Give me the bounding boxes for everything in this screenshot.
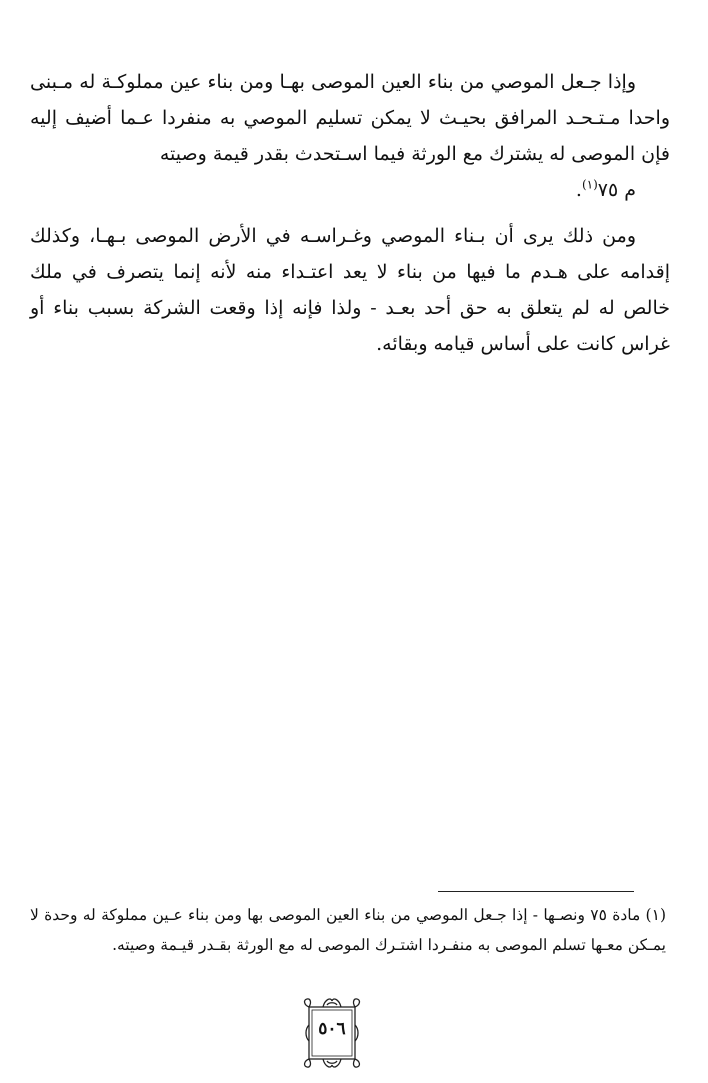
footnotes-section: [30, 900, 666, 960]
paragraph-1-end-punctuation: .: [575, 179, 582, 201]
footnote-reference[interactable]: (١): [581, 177, 598, 192]
paragraph-2: [30, 218, 670, 362]
page-number-frame: [301, 995, 363, 1071]
page-number: ٥٠٦: [318, 1019, 346, 1039]
footnote-1: (١) مادة ٧٥ ونصـها - إذا جـعل الموصي من بناء العين الموصى بها ومن بناء عـين مملوكة له وحدة لا يمـكن معـها تسلم الموصى به منفـردا اشتـرك الموصى له مع الورثة بقـدر قيـمة وصيته.: [30, 906, 666, 954]
paragraph-2-text: ومن ذلك يرى أن بـناء الموصي وغـراسـه في الأرض الموصى بـهـا، وكذلك إقدامه على هـدم ما فيها من بناء لا يعد اعتـداء منه لأنه إنما يتصرف في ملك خالص له لم يتعلق به حق أحد بعـد - ولذا فإنه إذا وقعت الشركة بسبب بناء أو غراس كانت على أساس قيامه وبقائه.: [30, 225, 670, 355]
main-text-body: [30, 64, 670, 362]
footnote-divider: [438, 891, 634, 892]
paragraph-1: [30, 64, 670, 208]
paragraph-1-text: وإذا جـعل الموصي من بناء العين الموصى بهـا ومن بناء عين مملوكـة له مـبنى واحدا مـتـحـد المرافق بحيـث لا يمكن تسليم الموصي به منفردا عـما أضيف إليه فإن الموصى له يشترك مع الورثة فيما اسـتحدث بقدر قيمة وصيته: [30, 71, 670, 165]
paragraph-1-ending-line: [30, 172, 670, 208]
article-reference: م ٧٥: [597, 179, 636, 201]
